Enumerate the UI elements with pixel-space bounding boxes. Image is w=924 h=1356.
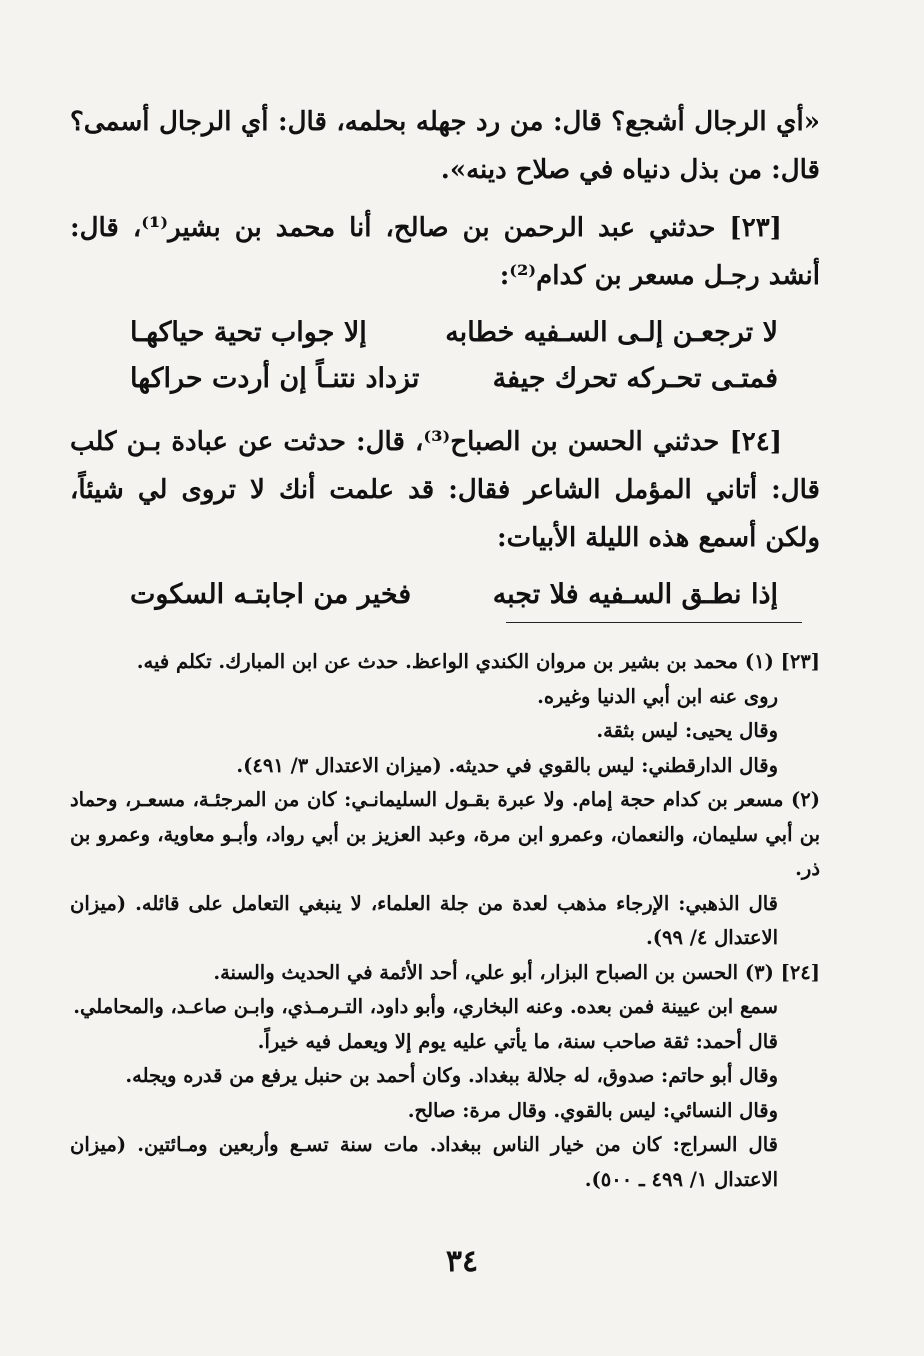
verse-line [70, 310, 820, 356]
poem-2 [70, 572, 820, 618]
verse-line [70, 356, 820, 402]
verse-line [70, 572, 820, 618]
footnote-1-line: روى عنه ابن أبي الدنيا وغيره. [537, 684, 778, 708]
paragraph-23: [٢٣] حدثني عبد الرحمن بن صالح، أنا محمد بن بشير⁽¹⁾، قال: أنشد رجـل مسعر بن كدام⁽²⁾: [70, 213, 820, 291]
footnote-1-line: وقال يحيى: ليس بثقة. [596, 719, 778, 742]
footnote-3-line: قال أحمد: ثقة صاحب سنة، ما يأتي عليه يوم إلا ويعمل فيه خيراً. [257, 1029, 778, 1053]
paragraph-1: «أي الرجال أشجع؟ قال: من رد جهله بحلمه، قال: أي الرجال أسمى؟ قال: من بذل دنياه في صلاح دينه». [70, 107, 820, 185]
footnote-1: [٢٣] (١) محمد بن بشير بن مروان الكندي الواعظ. حدث عن ابن المبارك. تكلم فيه. [136, 650, 820, 673]
footnote-3-line: وقال أبو حاتم: صدوق، له جلالة ببغداد. وكان أحمد بن حنبل يرفع من قدره ويجله. [125, 1064, 778, 1087]
footnote-2-line: قال الذهبي: الإرجاء مذهب لعدة من جلة العلماء، لا ينبغي التعامل على قائله. (ميزان الاعتدال ٤/ ٩٩). [70, 891, 778, 949]
footnote-3-line: سمع ابن عيينة فمن بعده. وعنه البخاري، وأبو داود، التـرمـذي، وابـن صاعـد، والمحاملي. [73, 995, 778, 1018]
footnote-3: [٢٤] (٣) الحسن بن الصباح البزار، أبو علي، أحد الأئمة في الحديث والسنة. [213, 960, 820, 984]
footnote-1-line: وقال الدارقطني: ليس بالقوي في حديثه. (ميزان الاعتدال ٣/ ٤٩١). [236, 753, 778, 777]
footnote-separator [506, 622, 802, 623]
footnote-2: (٢) مسعر بن كدام حجة إمام. ولا عبرة بقـول السليمانـي: كان من المرجئـة، مسعـر، وحماد بن أبي سليمان، والنعمان، وعمرو ابن مرة، وعبد العزيز بن أبي رواد، وأبـو معاوية، وعمرو بن ذر. [70, 788, 820, 880]
page-number: ٣٤ [445, 1244, 479, 1279]
verse-second-hemistich: تزداد نتنـاً إن أردت حراكها [130, 363, 420, 394]
verse-second-hemistich: فخير من اجابتـه السكوت [130, 579, 412, 610]
footnote-3-line: وقال النسائي: ليس بالقوي. وقال مرة: صالح. [407, 1098, 778, 1122]
paragraph-24: [٢٤] حدثني الحسن بن الصباح⁽³⁾، قال: حدثت عن عبادة بـن كلب قال: أتاني المؤمل الشاعر فقال: قد علمت أنك لا تروى لي شيئاً، ولكن أسمع هذه الليلة الأبيات: [70, 427, 820, 553]
verse-first-hemistich: فمتـى تحـركه تحرك جيفة [492, 363, 778, 394]
verse-first-hemistich: إذا نطـق السـفيه فلا تجبه [492, 579, 778, 610]
verse-second-hemistich: إلا جواب تحية حياكهـا [130, 317, 367, 348]
poem-1 [70, 310, 820, 402]
footnote-3-line: قال السراج: كان من خيار الناس ببغداد. مات سنة تسـع وأربعين ومـائتين. (ميزان الاعتدال ١/ ٤٩٩ ـ ٥٠٠). [70, 1133, 778, 1191]
footnotes [70, 645, 820, 1197]
verse-first-hemistich: لا ترجعـن إلـى السـفيه خطابه [445, 317, 778, 348]
main-text [70, 98, 820, 634]
